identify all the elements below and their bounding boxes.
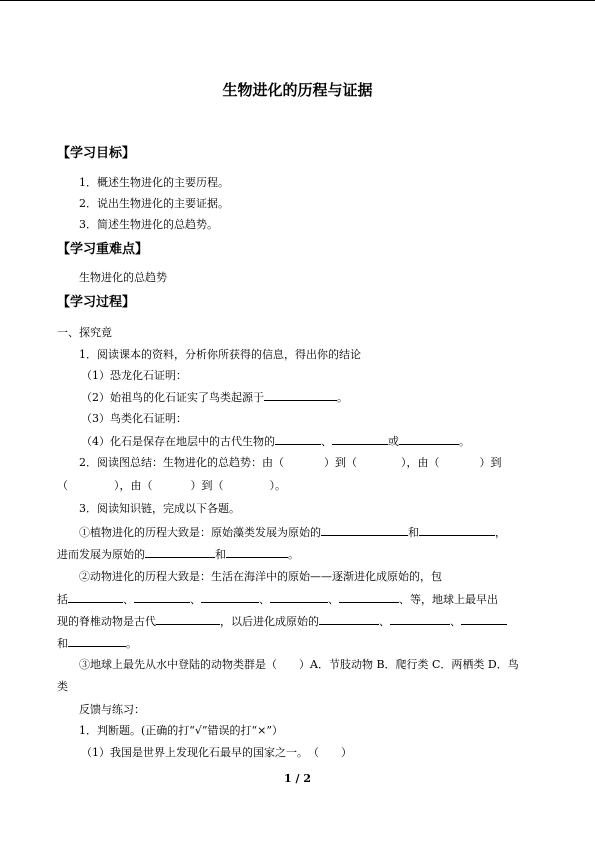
answer-blank[interactable] <box>270 592 328 603</box>
plant-evolution-line2: 进而发展为原始的 和 。 <box>57 548 299 561</box>
answer-blank[interactable] <box>321 525 408 536</box>
answer-blank[interactable] <box>201 592 259 603</box>
answer-blank[interactable] <box>156 614 220 625</box>
heading-goals: 【学习目标】 <box>57 146 136 161</box>
question-2-line1: 2．阅读图总结：生物进化的总趋势：由（ ）到（ ），由（ ）到 <box>79 456 502 469</box>
animal-evolution-line2: 括 、 、 、 、 、等，地球上最早出 <box>57 593 498 606</box>
heading-key: 【学习重难点】 <box>57 242 149 257</box>
question-landing-line1: ③地球上最先从水中登陆的动物类群是（ ）A．节肢动物 B．爬行类 C．两栖类 D．鸟 <box>79 658 519 671</box>
feedback-question-1: 1．判断题。(正确的打“√”错误的打“×”） <box>79 724 284 737</box>
page-title: 生物进化的历程与证据 <box>222 81 373 99</box>
page-number: 1 / 2 <box>284 772 311 785</box>
answer-blank[interactable] <box>390 614 450 625</box>
top-rule <box>0 0 595 1</box>
answer-blank[interactable] <box>134 592 190 603</box>
answer-blank[interactable] <box>264 390 337 401</box>
answer-blank[interactable] <box>226 547 288 558</box>
answer-blank[interactable] <box>332 434 388 445</box>
answer-blank[interactable] <box>319 614 379 625</box>
question-3: 3．阅读知识链，完成以下各题。 <box>79 502 240 515</box>
question-1: 1．阅读课本的资料，分析你所获得的信息，得出你的结论 <box>79 348 361 361</box>
heading-process: 【学习过程】 <box>57 295 136 310</box>
answer-blank[interactable] <box>68 636 126 647</box>
plant-evolution-line1: ①植物进化的历程大致是：原始藻类发展为原始的 和 ， <box>79 526 506 539</box>
answer-blank[interactable] <box>339 592 399 603</box>
goal-1: 1．概述生物进化的主要历程。 <box>79 176 229 189</box>
feedback-heading: 反馈与练习： <box>79 703 145 716</box>
question-1-3: （3）鸟类化石证明： <box>81 412 187 425</box>
answer-blank[interactable] <box>419 525 495 536</box>
question-landing-line2: 类 <box>57 680 68 693</box>
question-2-line2: （ ），由（ ）到（ ）。 <box>57 479 286 492</box>
animal-evolution-line4: 和 。 <box>57 637 137 650</box>
question-1-4: （4）化石是保存在地层中的古代生物的 、 或 。 <box>81 435 470 448</box>
answer-blank[interactable] <box>399 434 459 445</box>
feedback-question-1-1: （1）我国是世界上发现化石最早的国家之一。 （ ） <box>81 746 352 759</box>
key-text: 生物进化的总趋势 <box>79 271 167 284</box>
animal-evolution-line3: 现的脊椎动物是古代 ，以后进化成原始的 、 、 <box>57 614 507 629</box>
animal-evolution-line1: ②动物进化的历程大致是：生活在海洋中的原始——逐渐进化成原始的，包 <box>79 570 442 583</box>
goal-2: 2．说出生物进化的主要证据。 <box>79 197 229 210</box>
explore-heading: 一、探究竟 <box>57 326 112 339</box>
answer-blank[interactable] <box>275 434 321 445</box>
goal-3: 3．简述生物进化的总趋势。 <box>79 218 218 231</box>
answer-blank[interactable] <box>145 547 215 558</box>
question-1-1: （1）恐龙化石证明： <box>81 369 187 382</box>
question-1-2: （2）始祖鸟的化石证实了鸟类起源于 。 <box>81 391 348 404</box>
answer-blank[interactable] <box>461 614 507 625</box>
answer-blank[interactable] <box>68 592 123 603</box>
